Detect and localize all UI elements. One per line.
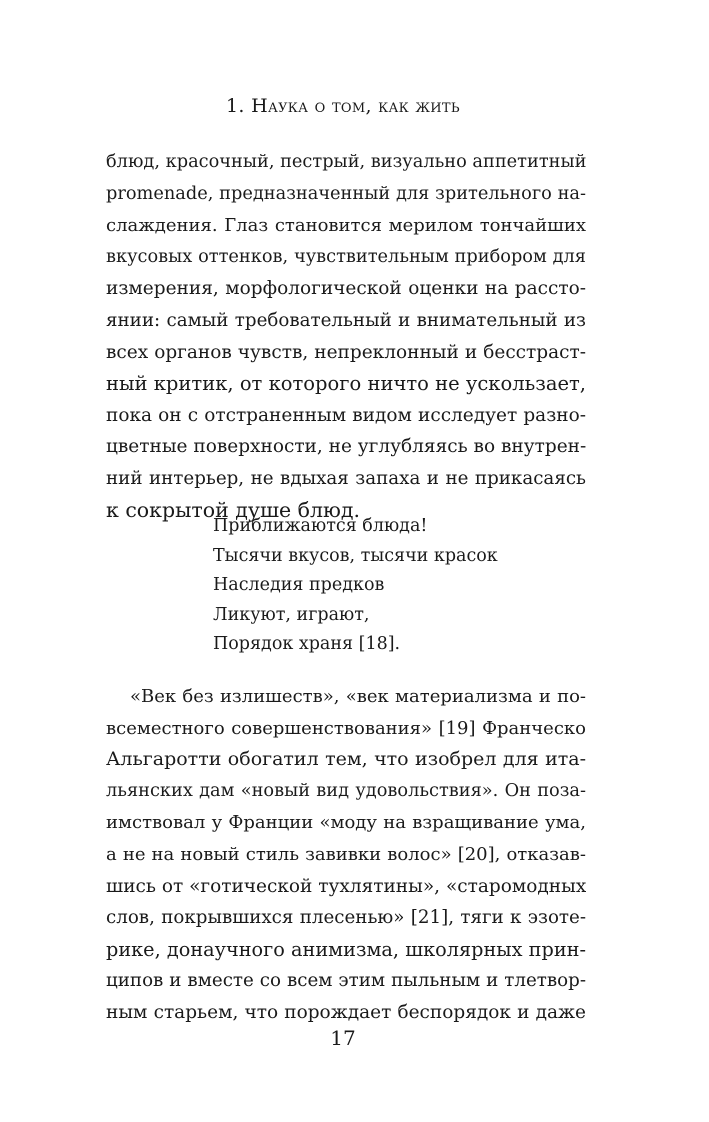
text-line: ным старьем, что порождает беспорядок и даже	[106, 1001, 586, 1023]
text-line: всеместного совершенствования» [19] Франческо	[106, 717, 586, 739]
poem-line: Ликуют, играют,	[213, 604, 370, 625]
text-line: ципов и вместе со всем этим пыльным и тлетвор-	[106, 970, 586, 992]
running-head: 1. Наука о том, как жить	[226, 95, 460, 117]
text-line: шись от «готической тухлятины», «старомодных	[106, 875, 586, 897]
text-line: promenade, предназначенный для зрительного на-	[106, 183, 586, 204]
poem-quote	[213, 512, 498, 660]
poem-line: Тысячи вкусов, тысячи красок	[213, 545, 498, 566]
poem-line: Приближаются блюда!	[213, 516, 428, 536]
text-line: льянских дам «новый вид удовольствия». Он поза-	[106, 780, 586, 801]
page-number: 17	[330, 1026, 356, 1050]
text-line: слов, покрывшихся плесенью» [21], тяги к эзоте-	[106, 907, 586, 929]
text-line: измерения, морфологической оценки на рассто-	[106, 278, 586, 300]
text-line: имствовал у Франции «моду на взращивание ума,	[106, 812, 586, 834]
text-line: пока он с отстраненным видом исследует разно-	[106, 404, 586, 426]
text-line: к сокрытой душе блюд.	[106, 497, 361, 522]
text-line: блюд, красочный, пестрый, визуально аппетитный	[106, 152, 586, 172]
text-line: Альгаротти обогатил тем, что изобрел для ита-	[106, 748, 586, 771]
text-line: ний интерьер, не вдыхая запаха и не прикасаясь	[106, 467, 586, 489]
text-line: слаждения. Глаз становится мерилом тончайших	[106, 215, 586, 237]
text-line: а не на новый стиль завивки волос» [20], отказав-	[106, 843, 586, 865]
text-line: янии: самый требовательный и внимательный из	[106, 309, 586, 331]
poem-line: Порядок храня [18].	[213, 634, 401, 654]
text-line: всех органов чувств, непреклонный и бесстраст-	[106, 341, 586, 363]
text-line: вкусовых оттенков, чувствительным прибором для	[106, 246, 586, 267]
poem-line: Наследия предков	[213, 575, 385, 595]
text-line: ный критик, от которого ничто не ускользает,	[106, 372, 586, 396]
text-line: «Век без излишеств», «век материализма и по-	[130, 686, 586, 707]
text-line: цветные поверхности, не углубляясь во внутрен-	[106, 436, 586, 458]
text-line: рике, донаучного анимизма, школярных прин-	[106, 937, 586, 961]
paragraph-1	[106, 147, 586, 526]
paragraph-2	[106, 681, 586, 1029]
